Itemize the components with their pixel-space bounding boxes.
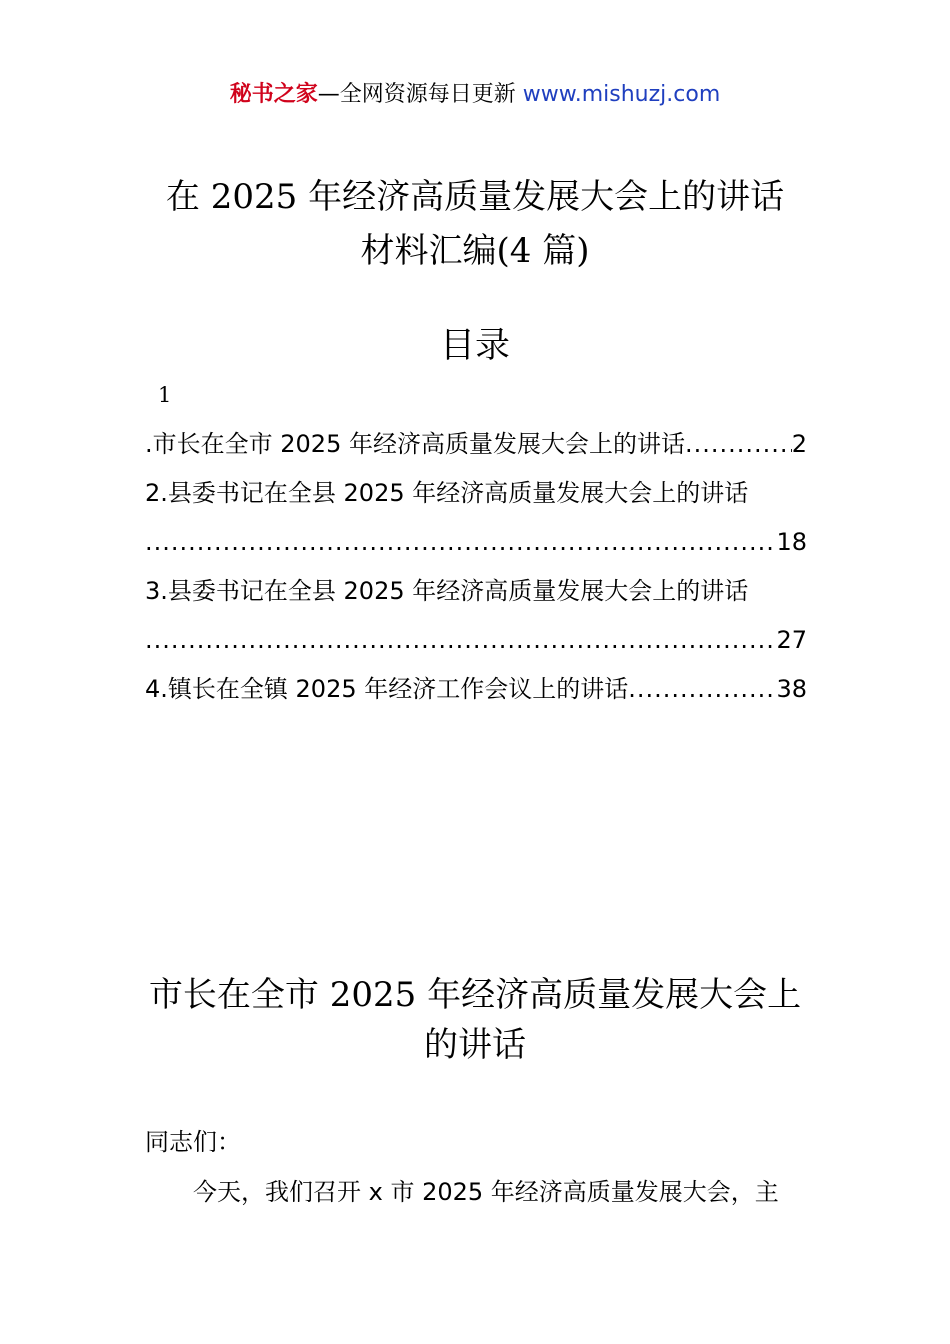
toc-entry-3[interactable] (145, 567, 807, 616)
toc-entry-text: 3.县委书记在全县 2025 年经济高质量发展大会上的讲话 (145, 577, 749, 605)
toc-entry-1[interactable] (145, 420, 807, 469)
toc-entry-page: 18 (776, 528, 807, 556)
toc-leader-dots (628, 665, 776, 714)
toc-entry-2[interactable] (145, 469, 807, 518)
toc-heading: 目录 (439, 326, 510, 366)
site-url-link[interactable]: www.mishuzj.com (522, 82, 721, 107)
toc-entry-text: 2.县委书记在全县 2025 年经济高质量发展大会上的讲话 (145, 479, 749, 507)
toc-entry-page: 27 (776, 626, 807, 654)
section-title-line-1: 市长在全市 2025 年经济高质量发展大会上 (148, 975, 802, 1015)
toc-entry-text: .市长在全市 2025 年经济高质量发展大会上的讲话 (145, 430, 685, 458)
speech-greeting: 同志们： (145, 1128, 241, 1156)
document-title-line-2: 材料汇编(4 篇) (360, 231, 590, 271)
toc-entry-2-continuation[interactable] (145, 518, 807, 567)
toc-entry-4[interactable] (145, 665, 807, 714)
speech-paragraph: 今天，我们召开 x 市 2025 年经济高质量发展大会，主 (193, 1178, 779, 1206)
toc-entry-3-continuation[interactable] (145, 616, 807, 665)
toc-entry-page: 2 (791, 430, 807, 458)
toc-entry-text: 4.镇长在全镇 2025 年经济工作会议上的讲话 (145, 675, 629, 703)
toc-leader-dots (145, 616, 776, 665)
document-title (0, 170, 950, 278)
site-slogan: —全网资源每日更新 (317, 82, 523, 107)
section-title (0, 970, 950, 1070)
document-title-line-1: 在 2025 年经济高质量发展大会上的讲话 (165, 177, 785, 217)
toc-leader-dots (145, 518, 776, 567)
site-header (0, 78, 950, 112)
toc-first-number: 1 (158, 383, 172, 407)
toc-leader-dots (685, 420, 792, 469)
table-of-contents (145, 420, 807, 714)
toc-entry-page: 38 (776, 675, 807, 703)
section-title-line-2: 的讲话 (424, 1025, 526, 1065)
brand-name: 秘书之家 (229, 82, 318, 107)
